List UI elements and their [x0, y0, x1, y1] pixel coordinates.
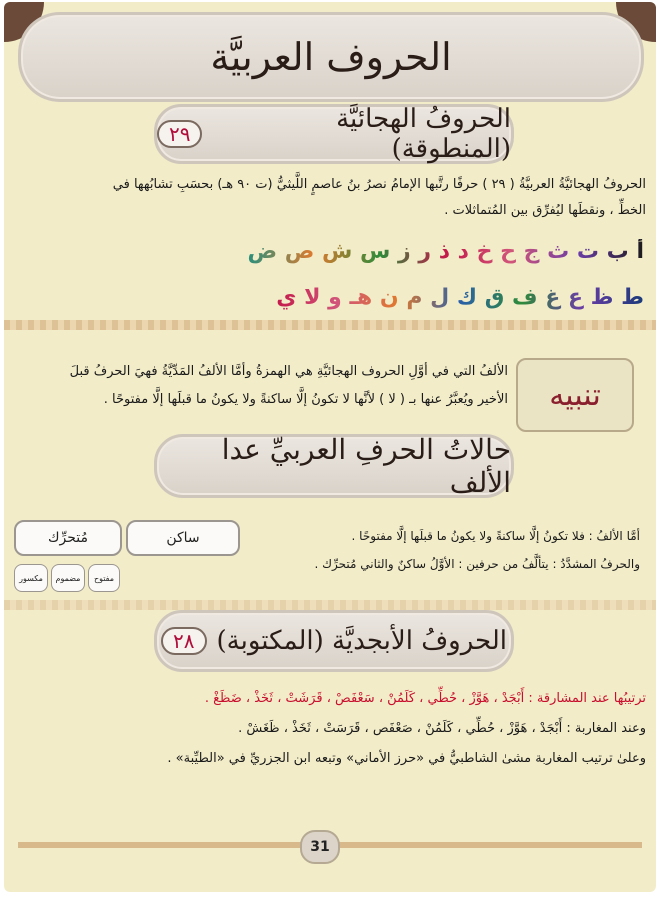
maksur-button[interactable] — [14, 564, 48, 592]
paragraph-1-line-2: الخطِّ ، ونقطَها ليُفرِّق بين المُتماثلات . — [444, 203, 646, 218]
section3-count: ٢٨ — [161, 627, 206, 655]
paragraph-1 — [18, 172, 646, 224]
letters-row-1 — [44, 238, 644, 266]
sakin-button[interactable] — [126, 520, 240, 556]
maftuh-label: مفتوح — [93, 573, 115, 583]
tanbih-label-box — [516, 358, 634, 432]
states-text — [250, 522, 640, 578]
page-title-banner — [18, 12, 644, 102]
page-number: 31 — [310, 839, 330, 855]
page-number-badge — [300, 830, 340, 864]
alif-line: أمَّا الألفُ : فلا تكونُ إلَّا ساكنةً ولا يكونُ ما قبلَها إلَّا مفتوحًا . — [351, 529, 640, 543]
page — [4, 2, 656, 892]
tanbih-line-2: الأخير ويُعبَّرُ عنها بـ ( لا ) لأنَّها لا تكونُ إلَّا ساكنةً ولا يكونُ ما قبلَها إلَّا مفتوحًا . — [103, 392, 508, 407]
letters-row-2 — [44, 284, 644, 312]
maghrib-line: وعند المغاربة : أَبْجَدْ ، هَوَّزْ ، حُطِّي ، كَلَمُنْ ، صَعْفَص ، قَرَسَتْ ، ثَخَذْ ، ظَغَشْ . — [238, 721, 646, 736]
section3-banner — [154, 610, 514, 672]
mutaharrik-button[interactable] — [14, 520, 122, 556]
shadda-line: والحرفُ المشدَّدُ : يتألَّفُ من حرفين : الأوَّلُ ساكنٌ والثاني مُتحرِّك . — [314, 557, 640, 571]
maksur-label: مكسور — [19, 573, 43, 583]
section1-title: الحروفُ الهجائيَّة (المنطوقة) — [336, 104, 511, 164]
page-title: الحروف العربيَّة — [210, 35, 452, 79]
tanbih-note — [18, 358, 508, 414]
section-divider-2 — [4, 600, 656, 610]
letters-row-1-text: أ ب ت ث ج ح خ د ذ ر ز س ش ص ض — [247, 239, 644, 264]
maftuh-button[interactable] — [88, 564, 120, 592]
letters-row-2-text: ط ظ ع غ ف ق ك ل م ن هـ و لا ي — [276, 285, 644, 310]
madmum-button[interactable] — [51, 564, 85, 592]
mashriq-line: ترتيبُها عند المشارقة : أَبْجَدْ ، هَوَّزْ ، حُطِّي ، كَلَمُنْ ، سَعْفَصْ ، قَرَشَتْ ، ثَخَذْ ، ضَظَغْ . — [204, 691, 646, 706]
section1-banner — [154, 104, 514, 164]
section-divider-1 — [4, 320, 656, 330]
section3-title: الحروفُ الأبجديَّة (المكتوبة) — [216, 626, 507, 656]
mutaharrik-label: مُتحرِّك — [47, 530, 89, 546]
section2-title: حالاتُ الحرفِ العربيِّ عدا الألف — [221, 433, 511, 499]
shatibi-line: وعلىٰ ترتيب المغاربة مشىٰ الشاطبيُّ في «حرز الأماني» وتبعه ابن الجزريِّ في «الطيِّبة» . — [167, 751, 646, 766]
madmum-label: مضموم — [55, 573, 81, 583]
section2-banner — [154, 434, 514, 498]
tanbih-line-1: الألفُ التي في أوَّلِ الحروف الهجائيَّةِ هي الهمزةُ وأمَّا الألفُ المَدِّيَّةُ فهيَ الحرفُ قبلَ — [69, 364, 508, 379]
section1-count: ٢٩ — [157, 120, 202, 148]
paragraph-1-line-1: الحروفُ الهجائيَّةُ العربيَّةُ ( ٢٩ ) حرفًا رتَّبها الإمامُ نصرُ بنُ عاصمٍ اللَّيثيُّ (ت ٩٠ هـ) بحسَبِ تشابُهها في — [112, 177, 646, 192]
tanbih-label: تنبيه — [549, 377, 601, 413]
sakin-label: ساكن — [166, 530, 200, 546]
abjad-text — [18, 684, 646, 774]
